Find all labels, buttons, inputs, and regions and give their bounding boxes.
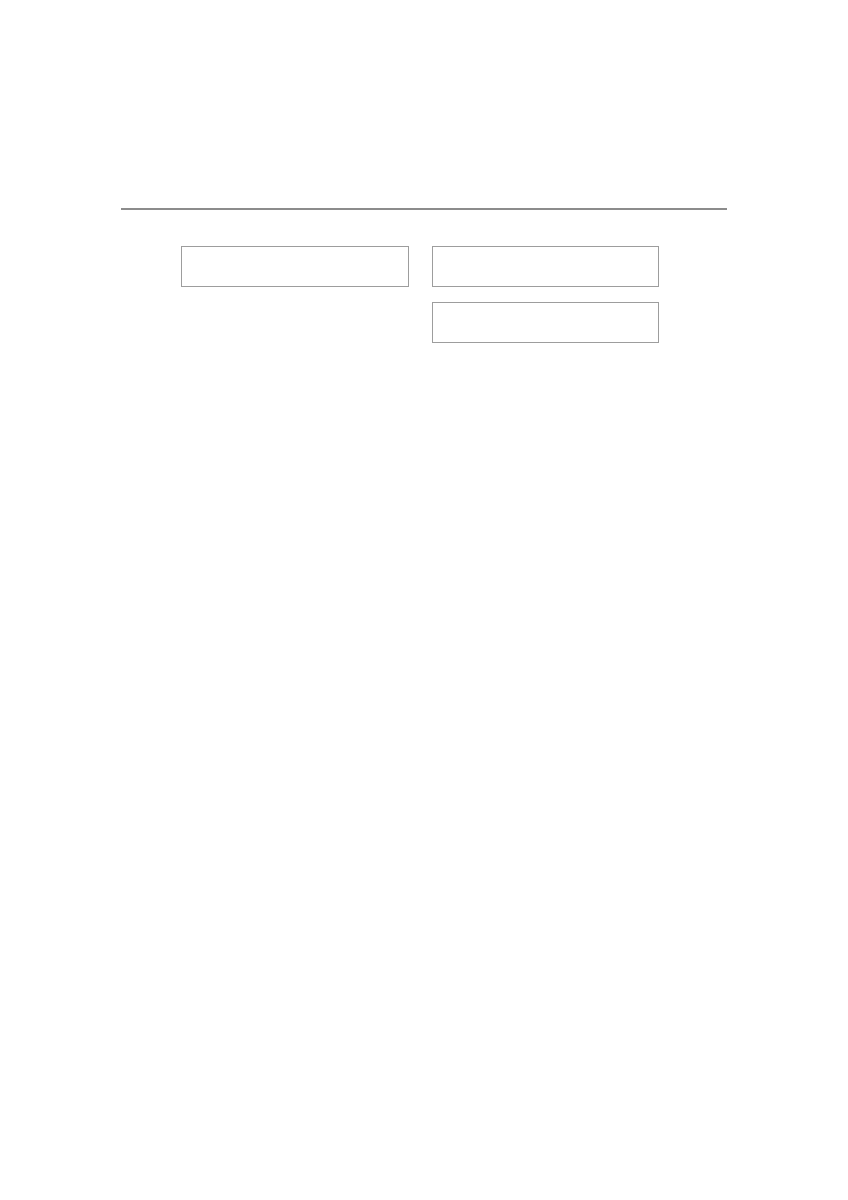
section-tab <box>433 247 448 286</box>
toc-left-column <box>181 242 409 300</box>
section-1-header[interactable] <box>181 246 409 287</box>
section-2-header[interactable] <box>432 246 659 287</box>
section-tab <box>433 303 448 342</box>
section-tab <box>182 247 197 286</box>
toc-right-column <box>432 246 659 359</box>
section-3-header[interactable] <box>432 302 659 343</box>
page-header <box>121 178 727 210</box>
